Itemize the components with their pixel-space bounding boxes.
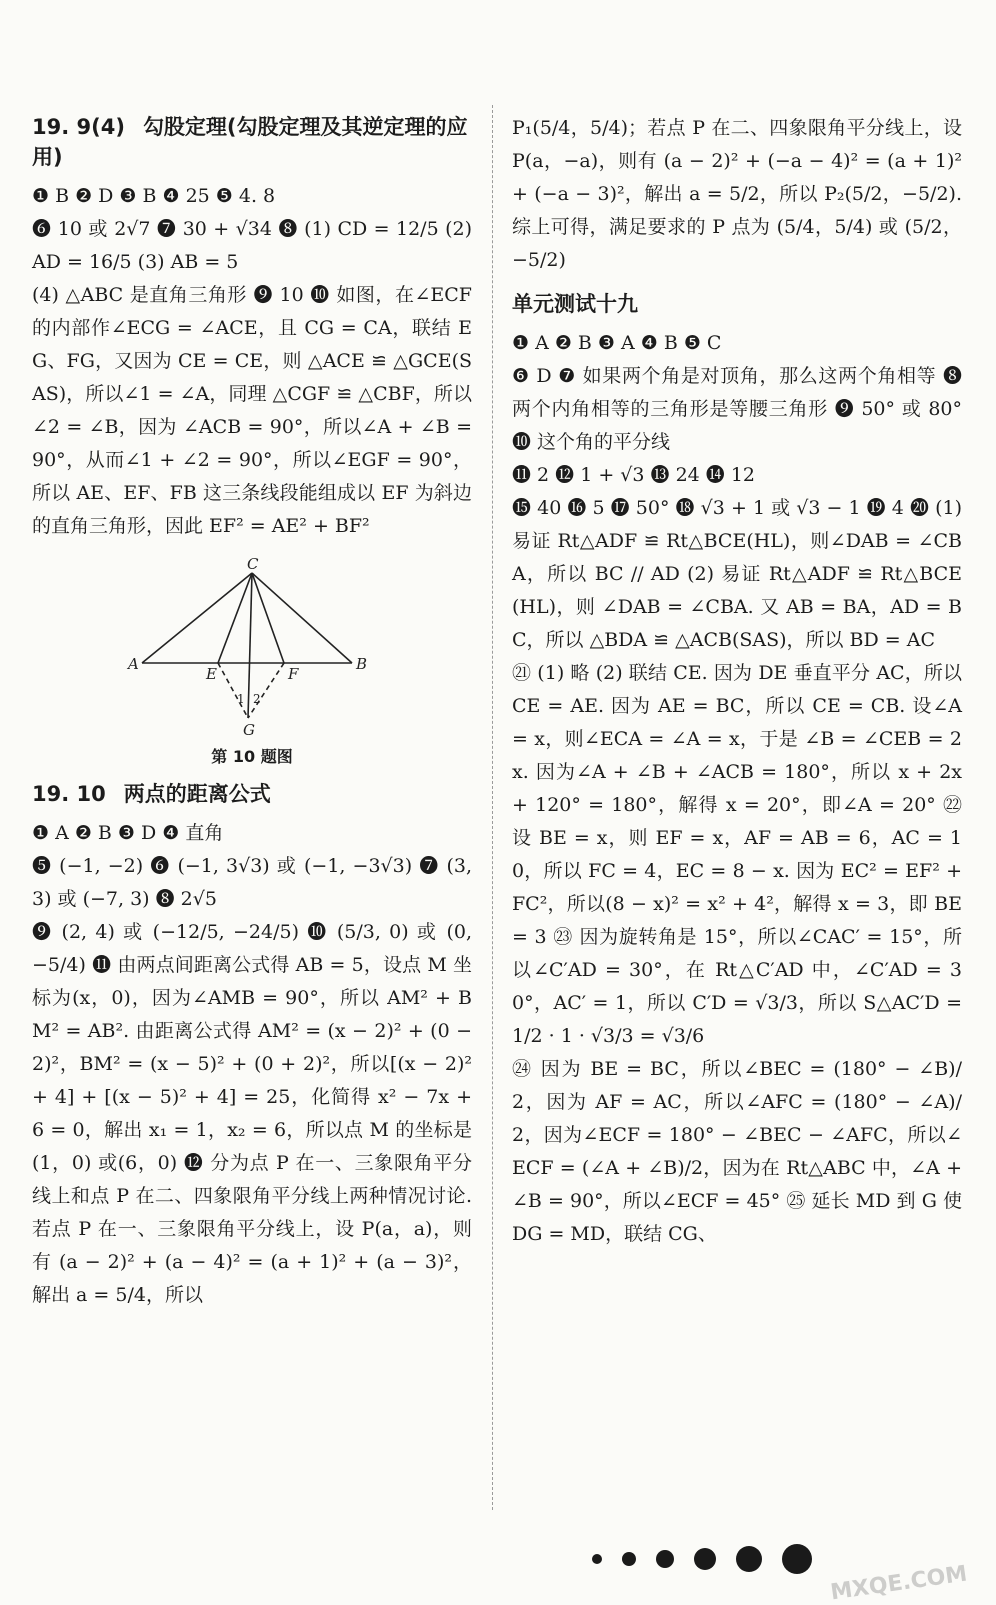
watermark: MXQE.COM — [829, 1561, 970, 1605]
answer-line: ❶ A ❷ B ❸ A ❹ B ❺ C — [512, 332, 722, 354]
section-number: 19. 10 — [32, 782, 106, 806]
label-b: B — [356, 655, 368, 673]
figure-caption: 第 10 题图 — [211, 747, 293, 766]
label-1: 1 — [237, 692, 245, 706]
section-title-19-10 — [32, 779, 472, 809]
section-heading: 单元测试十九 — [512, 292, 638, 316]
dot-icon — [782, 1544, 812, 1574]
answer-paragraph: P₁(5/4，5/4)；若点 P 在二、四象限角平分线上，设 P(a，−a)，则有 (a − 2)² + (−a − 4)² = (a + 1)² + (−a − 3)²，解出 a = 5/2，所以 P₂(5/2，−5/2). 综上可得，满足要求的 P 点为 (5/4，5/4) 或 (5/2，−5/2) — [512, 117, 962, 271]
answer-line: ❻ 10 或 2√7 ❼ 30 + √34 ❽ (1) CD = 12/5 (2) AD = 16/5 (3) AB = 5 — [32, 218, 472, 273]
section-title-19-9-4 — [32, 112, 472, 172]
answer-paragraph: ❻ D ❼ 如果两个角是对顶角，那么这两个角相等 ❽ 两个内角相等的三角形是等腰三角形 ❾ 50° 或 80° ❿ 这个角的平分线 — [512, 365, 962, 453]
right-column — [512, 100, 962, 1251]
answer-paragraph: ㉔ 因为 BE = BC，所以∠BEC = (180° − ∠B)/2，因为 AF = AC，所以∠AFC = (180° − ∠A)/2，因为∠ECF = 180° − ∠BEC − ∠AFC，所以∠ECF = (∠A + ∠B)/2，因为在 Rt△ABC 中，∠A + ∠B = 90°，所以∠ECF = 45° ㉕ 延长 MD 到 G 使 DG = MD，联结 CG、 — [512, 1058, 962, 1245]
left-column — [32, 100, 472, 1312]
triangle-diagram — [122, 553, 382, 738]
figure-10 — [32, 553, 472, 767]
answer-line: ❺ (−1, −2) ❻ (−1, 3√3) 或 (−1, −3√3) ❼ (3, 3) 或 (−7, 3) ❽ 2√5 — [32, 855, 472, 910]
answer-paragraph: (4) △ABC 是直角三角形 ❾ 10 ❿ 如图，在∠ECF 的内部作∠ECG = ∠ACE，且 CG = CA，联结 EG、FG，又因为 CE = CE，则 △ACE ≌ △GCE(SAS)，所以∠1 = ∠A，同理 △CGF ≌ △CBF，所以∠2 = ∠B，因为 ∠ACB = 90°，所以∠A + ∠B = 90°，从而∠1 + ∠2 = 90°，所以∠EGF = 90°，所以 AE、EF、FB 这三条线段能组成以 EF 为斜边的直角三角形，因此 EF² = AE² + BF² — [32, 284, 472, 537]
dot-icon — [592, 1554, 602, 1564]
section-heading: 两点的距离公式 — [123, 782, 271, 806]
dot-icon — [622, 1552, 636, 1566]
section-heading: 勾股定理(勾股定理及其逆定理的应用) — [32, 115, 468, 169]
answer-line: ❶ B ❷ D ❸ B ❹ 25 ❺ 4. 8 — [32, 185, 276, 207]
answer-paragraph: ❾ (2, 4) 或 (−12/5, −24/5) ❿ (5/3, 0) 或 (0, −5/4) ⓫ 由两点间距离公式得 AB = 5，设点 M 坐标为(x，0)，因为∠AMB = 90°，所以 AM² + BM² = AB². 由距离公式得 AM² = (x − 2)² + (0 − 2)²，BM² = (x − 5)² + (0 + 2)²，所以[(x − 2)² + 4] + [(x − 5)² + 4] = 25，化简得 x² − 7x + 6 = 0，解出 x₁ = 1，x₂ = 6，所以点 M 的坐标是(1，0) 或(6，0) ⓬ 分为点 P 在一、三象限角平分线上和点 P 在二、四象限角平分线上两种情况讨论. 若点 P 在一、三象限角平分线上，设 P(a，a)，则有 (a − 2)² + (a − 4)² = (a + 1)² + (a − 3)²，解出 a = 5/4，所以 — [32, 921, 472, 1306]
label-a: A — [128, 655, 139, 673]
answer-paragraph: ⓯ 40 ⓰ 5 ⓱ 50° ⓲ √3 + 1 或 √3 − 1 ⓳ 4 ⓴ (1) 易证 Rt△ADF ≌ Rt△BCE(HL)，则∠DAB = ∠CBA，所以 BC // AD (2) 易证 Rt△ADF ≌ Rt△BCE(HL)，则 ∠DAB = ∠CBA. 又 AB = BA，AD = BC，所以 △BDA ≌ △ACB(SAS)，所以 BD = AC — [512, 497, 962, 651]
section-number: 19. 9(4) — [32, 115, 125, 139]
page-decoration-dots — [592, 1544, 812, 1574]
dot-icon — [656, 1550, 674, 1568]
label-e: E — [206, 665, 217, 683]
dot-icon — [694, 1548, 716, 1570]
answer-line: ⓫ 2 ⓬ 1 + √3 ⓭ 24 ⓮ 12 — [512, 464, 756, 486]
label-g: G — [243, 721, 255, 738]
label-2: 2 — [253, 692, 261, 706]
answer-paragraph: ㉑ (1) 略 (2) 联结 CE. 因为 DE 垂直平分 AC，所以 CE = AE. 因为 AE = BC，所以 CE = CB. 设∠A = x，则∠ECA = ∠A = x，于是 ∠B = ∠CEB = 2x. 因为∠A + ∠B + ∠ACB = 180°，所以 x + 2x + 120° = 180°，解得 x = 20°，即∠A = 20° ㉒ 设 BE = x，则 EF = x，AF = AB = 6，AC = 10，所以 FC = 4，EC = 8 − x. 因为 EC² = EF² + FC²，所以(8 − x)² = x² + 4²，解得 x = 3，即 BE = 3 ㉓ 因为旋转角是 15°，所以∠CAC′ = 15°，所以∠C′AD = 30°，在 Rt△C′AD 中，∠C′AD = 30°，AC′ = 1，所以 C′D = √3/3，所以 S△AC′D = 1/2 · 1 · √3/3 = √3/6 — [512, 662, 962, 1047]
column-divider — [492, 105, 493, 1510]
section-title-unit-test-19 — [512, 289, 962, 319]
label-c: C — [247, 555, 259, 573]
dot-icon — [736, 1546, 762, 1572]
label-f: F — [288, 665, 299, 683]
answer-line: ❶ A ❷ B ❸ D ❹ 直角 — [32, 822, 224, 844]
